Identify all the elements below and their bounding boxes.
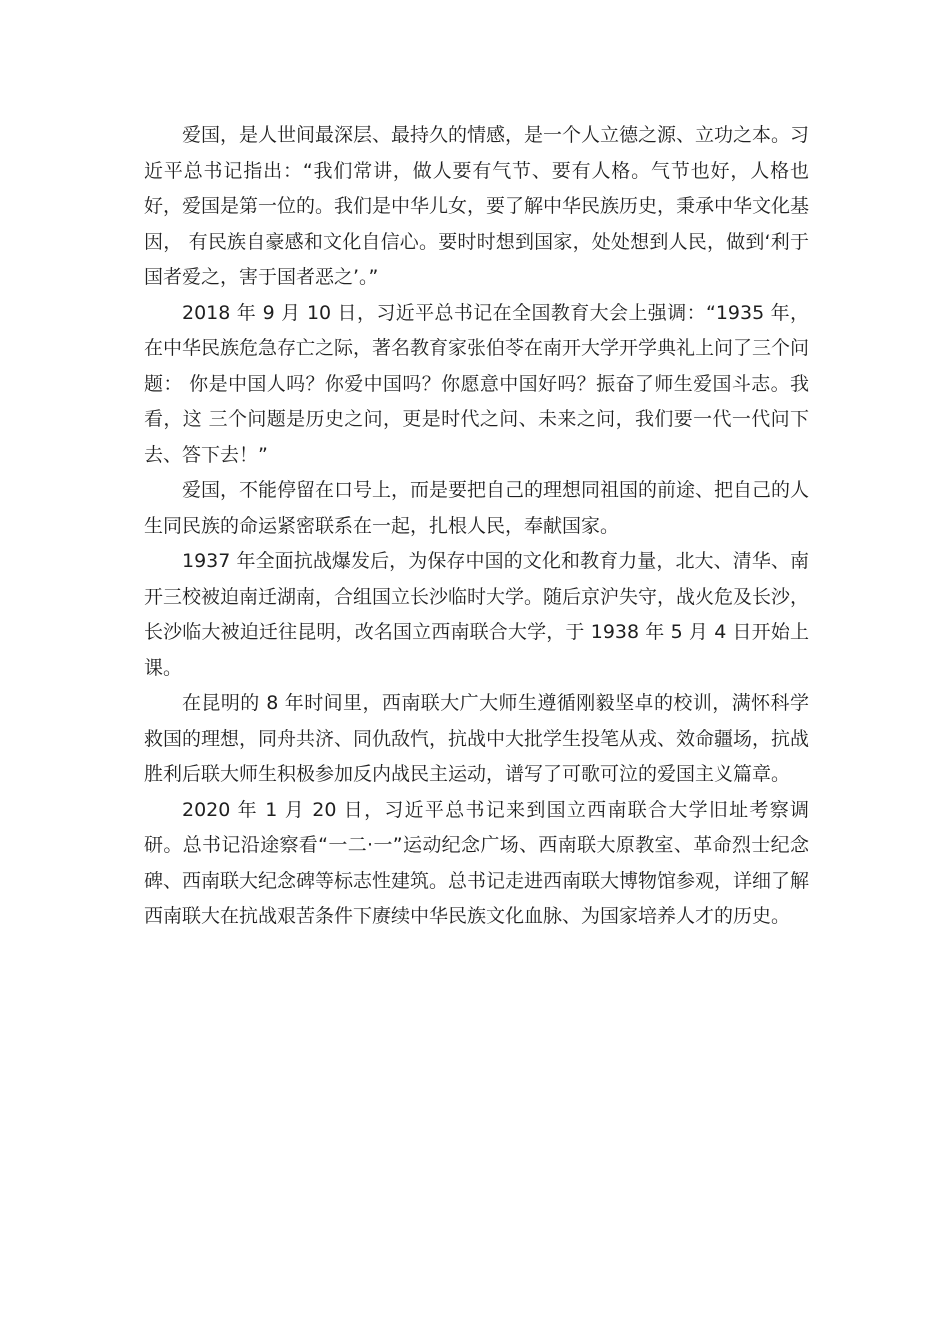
paragraph-kunming-years: 在昆明的 8 年时间里，西南联大广大师生遵循刚毅坚卓的校训，满怀科学救国的理想，同舟共济、同仇敌忾，抗战中大批学生投笔从戎、效命疆场，抗战胜利后联大师生积极参加反内战民主运动，谱写了可歌可泣的爱国主义篇章。 [144, 692, 810, 785]
paragraph-2020-visit: 2020 年 1 月 20 日，习近平总书记来到国立西南联合大学旧址考察调研。总书记沿途察看“一二·一”运动纪念广场、西南联大原教室、革命烈士纪念碑、西南联大纪念碑等标志性建筑。总书记走进西南联大博物馆参观，详细了解西南联大在抗战艰苦条件下赓续中华民族文化血脉、为国家培养人才的历史。 [144, 798, 810, 927]
paragraph-1937-relocation: 1937 年全面抗战爆发后，为保存中国的文化和教育力量，北大、清华、南开三校被迫南迁湖南，合组国立长沙临时大学。随后京沪失守，战火危及长沙，长沙临大被迫迁往昆明，改名国立西南联合大学，于 1938 年 5 月 4 日开始上课。 [144, 550, 810, 679]
paragraph-patriotism-intro: 爱国，是人世间最深层、最持久的情感，是一个人立德之源、立功之本。习近平总书记指出：“我们常讲，做人要有气节、要有人格。气节也好，人格也好，爱国是第一位的。我们是中华儿女，要了解中华民族历史，秉承中华文化基因， 有民族自豪感和文化自信心。要时时想到国家，处处想到人民，做到‘利于国者爱之，害于国者恶之’。” [144, 124, 810, 288]
article-body [144, 118, 809, 935]
paragraph-patriotism-action: 爱国，不能停留在口号上，而是要把自己的理想同祖国的前途、把自己的人生同民族的命运紧密联系在一起，扎根人民，奉献国家。 [144, 479, 810, 537]
paragraph-education-conference: 2018 年 9 月 10 日，习近平总书记在全国教育大会上强调：“1935 年，在中华民族危急存亡之际，著名教育家张伯苓在南开大学开学典礼上问了三个问题： 你是中国人吗？你爱中国吗？你愿意中国好吗？振奋了师生爱国斗志。我看，这 三个问题是历史之问，更是时代之问、未来之问，我们要一代一代问下去、答下去！” [144, 301, 810, 466]
